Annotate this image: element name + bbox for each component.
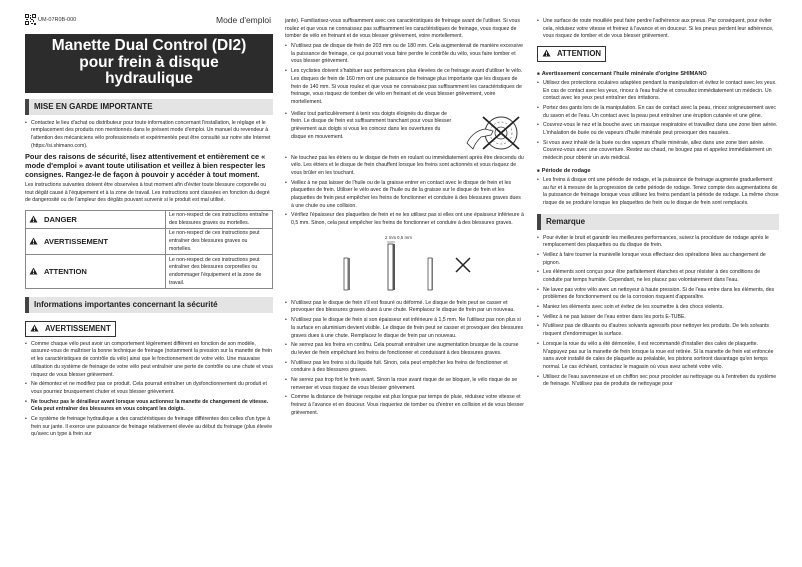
legend-label: AVERTISSEMENT <box>26 229 166 255</box>
list-item: • Les éléments sont conçus pour être parfaitement étanches et pour résister à des conditions de conduite par temps humide. Cependant, ne les placez pas volontairement dans l'eau. <box>537 269 779 284</box>
brake-pad-thickness-figure <box>330 232 480 294</box>
warning-icon <box>542 49 551 57</box>
list-item: • Comme chaque vélo peut avoir un comportement légèrement différent en fonction de son modèle, assurez-vous de maîtriser la bonne technique de freinage (notamment la pression sur la manette de frein et les caractéristiques de contrôle du vélo) ainsi que le fonctionnement de votre vélo. Une mauvaise utilisation du système de freinage de votre vélo peut entraîner une perte de contrôle ou une chute et vous risquez de vous blesser grièvement. <box>25 341 273 379</box>
warning-icon <box>29 267 38 275</box>
list-item: • Lorsque la roue du vélo a été démontée, il est recommandé d'installer des cales de plaquette. N'appuyez pas sur la manette de frein lorsque la roue est retirée. Si la manette de frein est enfoncée sans avoir installé de cales de plaquette au préalable, les pistons sortiront davantage qu'en temps normal. Le cas échéant, contactez le magasin où vous avez acheté votre vélo. <box>537 341 779 372</box>
list-item: • Veillez à faire tourner la manivelle lorsque vous effectuez des opérations liées au changement de pignon. <box>537 252 779 267</box>
section-note-heading: Remarque <box>537 214 779 230</box>
column-3 <box>537 0 779 567</box>
legend-desc: Le non-respect de ces instructions entraîne des blessures graves ou mortelles. <box>166 211 273 229</box>
break-in-subheading: ■ Période de rodage <box>537 167 779 175</box>
list-item: • N'utilisez pas de diluants ou d'autres solvants agressifs pour nettoyer les produits. De tels solvants risquent d'endommager la surface. <box>537 323 779 338</box>
paragraph: Les instructions suivantes doivent être observées à tout moment afin d'éviter toute blessure corporelle ou tout dégât causé à l'équipement et à la zone de travail. Les instructions sont classées en fonction du degré de dangerosité ou de l'ampleur des dégâts pouvant survenir si le produit est mal utilisé. <box>25 181 270 204</box>
document-code: UM-07R0B-000 <box>38 17 77 23</box>
list-item: • Les cyclistes doivent s'habituer aux performances plus élevées de ce freinage avant d'utiliser le vélo. Les disques de frein de 160 mm ont une puissance de freinage plus importante que les disques de frein de 140 mm. Si vous roulez et que vous ne connaissez pas suffisamment les caractéristiques de freinage, vous risquez de tomber de vélo en freinant et de vous blesser grièvement, voire mortellement. <box>285 68 525 106</box>
page-title <box>25 34 273 93</box>
list-item: • Portez des gants lors de la manipulation. En cas de contact avec la peau, rincez soigneusement avec du savon et de l'eau. Un contact avec la peau peut entraîner une éruption cutanée et une gêne. <box>537 105 779 120</box>
list-item: • Ce système de freinage hydraulique a des caractéristiques de freinage différentes des celles d'un type à frein sur jante. Il exerce une puissance de freinage relativement élevée au début du freinage (plus élevée qu'avec un type à frein sur <box>25 416 273 439</box>
list-item: • Maniez les éléments avec soin et évitez de les soumettre à des chocs violents. <box>537 304 779 312</box>
warning-icon <box>30 324 39 332</box>
warning-icon <box>29 215 38 223</box>
list-item: • Ne touchez pas le dérailleur avant lorsque vous actionnez la manette de changement de vitesse. Cela peut entraîner des blessures en vous coinçant les doigts. <box>25 399 273 414</box>
warning-heading: AVERTISSEMENT <box>25 321 116 337</box>
list-item: • Ne touchez pas les étriers ou le disque de frein en roulant ou immédiatement après être descendu du vélo. Les étriers et le disque de frein chauffent lorsque les freins sont actionnés et vous risquez de vous brûler en les touchant. <box>285 155 525 178</box>
list-item: • Vérifiez l'épaisseur des plaquettes de frein et ne les utilisez pas si elles ont une épaisseur inférieure à 0,5 mm. Sinon, cela peut empêcher les freins de fonctionner et conduire à des blessures graves. <box>285 212 525 227</box>
legend-label: ATTENTION <box>26 255 166 289</box>
paragraph: • Contactez le lieu d'achat ou distributeur pour toute information concernant l'installation, le réglage et le remplacement des produits non mentionnés dans le présent mode d'emploi. Un manuel du revendeur à l'attention des mécaniciens vélo professionnels et expérimentés peut être consulté sur notre site Internet (https://si.shimano.com). <box>25 120 273 151</box>
attention-heading: ATTENTION <box>537 46 606 62</box>
section-safety-heading: Informations importantes concernant la sécurité <box>25 297 273 313</box>
list-item: • Pour éviter le bruit et garantir les meilleures performances, suivez la procédure de rodage après le remplacement des plaquettes ou du disque de frein. <box>537 235 779 250</box>
table-row <box>26 229 273 255</box>
mode-label: Mode d'emploi <box>215 15 271 25</box>
list-item: • Veillez à ne pas laisser de l'eau entrer dans les ports E-TUBE. <box>537 314 779 322</box>
paragraph: jante). Familiarisez-vous suffisamment avec ces caractéristiques de freinage avant de l'utiliser. Si vous roulez et que vous ne connaissez pas suffisamment les caractéristiques de freinage, vous risquez de tomber de vélo en freinant et de vous blesser grièvement, voire mortellement. <box>285 18 521 40</box>
list-item: • Veillez tout particulièrement à tenir vos doigts éloignés du disque de frein. Le disque de frein est suffisamment tranchant pour vous blesser grièvement aux doigts si vous les coincez dans les ouvertures du disque en mouvement. <box>285 111 525 142</box>
header-row <box>25 14 273 30</box>
list-item: • N'utilisez pas les freins si du liquide fuit. Sinon, cela peut empêcher les freins de fonctionner et conduire à des blessures graves. <box>285 360 525 375</box>
list-item: • N'utilisez pas de disque de frein de 203 mm ou de 180 mm. Cela augmenterait de manière excessive la puissance de freinage, ce qui pourrait vous faire perdre le contrôle du vélo, vous faire tomber et vous blesser grièvement. <box>285 43 525 66</box>
column-1 <box>25 0 273 567</box>
table-row <box>26 255 273 289</box>
list-item: • Veillez à ne pas laisser de l'huile ou de la graisse entrer en contact avec le disque de frein et les plaquettes de frein. Utiliser le vélo avec de l'huile ou de la graisse sur le disque de frein et les plaquettes de frein peut empêcher les freins de fonctionner et conduire à des blessures graves dues à une chute ou une collision. <box>285 180 525 211</box>
legend-label: DANGER <box>26 211 166 229</box>
mineral-oil-subheading: ■ Avertissement concernant l'huile minérale d'origine SHIMANO <box>537 70 779 78</box>
hazard-legend-table <box>25 210 273 289</box>
list-item: • Les freins à disque ont une période de rodage, et la puissance de freinage augmente graduellement au fur et à mesure de la progression de cette période de rodage. Tenez compte des augmentations de la puissance de freinage lorsque vous utilisez les freins pendant la période de rodage. La même chose risque de se produire lorsque les plaquettes de frein ou le disque de frein sont remplacés. <box>537 177 779 208</box>
warning-icon <box>29 237 38 245</box>
list-item: • Utilisez de l'eau savonneuse et un chiffon sec pour procéder au nettoyage ou à l'entretien du système de freinage. N'utilisez pas de produits de nettoyage pour <box>537 374 779 389</box>
list-item: • Comme la distance de freinage requise est plus longue par temps de pluie, réduisez votre vitesse et freinez à l'avance et en douceur. Vous risqueriez de tomber ou d'entrer en collision et de vous blesser grièvement. <box>285 394 525 417</box>
safety-note: Pour des raisons de sécurité, lisez attentivement et entièrement ce « mode d'emploi » avant toute utilisation et veillez à bien respecter les consignes. Rangez-le de façon à pouvoir y accéder à tout moment. <box>25 152 266 180</box>
title-line: pour frein à disque <box>79 53 219 71</box>
list-item: • Ne démontez et ne modifiez pas ce produit. Cela pourrait entraîner un dysfonctionnement du produit et vous pourriez brusquement chuter et vous blesser grièvement. <box>25 381 273 396</box>
list-item: • Utilisez des protections oculaires adaptées pendant la manipulation et évitez le contact avec les yeux. En cas de contact avec les yeux, rincez à l'eau fraîche et consultez immédiatement un médecin. Un contact avec les yeux peut entraîner des irritations. <box>537 80 779 103</box>
list-item: • N'utilisez pas le disque de frein si son épaisseur est inférieure à 1,5 mm. Ne l'utilisez pas non plus si la surface en aluminium devient visible. Le disque de frein peut se casser et provoquer des blessures graves dues à une chute. Remplacez le disque de frein par un nouveau. <box>285 317 525 340</box>
pad-thickness-label: 2 mm <box>385 234 397 240</box>
section-important-heading: MISE EN GARDE IMPORTANTE <box>25 99 273 115</box>
legend-desc: Le non-respect de ces instructions peut entraîner des blessures corporelles ou endommager l'équipement et la zone de travail. <box>166 255 273 289</box>
title-line: Manette Dual Control (DI2) <box>51 37 247 54</box>
list-item: • Si vous avez inhalé de la buée ou des vapeurs d'huile minérale, allez dans une zone bien aérée. Couvrez-vous avec une couverture. Restez au chaud, ne bougez pas et appelez immédiatement un médecin pour obtenir un avis médical. <box>537 140 779 163</box>
pad-min-label: 0,5 mm <box>397 234 413 240</box>
table-row <box>26 211 273 229</box>
qr-code-icon[interactable] <box>25 14 36 25</box>
list-item: • Ne serrez pas les freins en continu. Cela pourrait entraîner une augmentation brusque de la course du levier de frein empêchant les freins de fonctionner et conduisant à des blessures graves. <box>285 342 525 357</box>
list-item: • Ne serrez pas trop fort le frein avant. Sinon la roue avant risque de se bloquer, le vélo risque de se renverser et vous risquez de vous blesser grièvement. <box>285 377 525 392</box>
list-item: • Couvrez-vous le nez et la bouche avec un masque respiratoire et travaillez dans une zone bien aérée. L'inhalation de buée ou de vapeurs d'huile minérale peut provoquer des nausées. <box>537 122 779 137</box>
list-item: • Une surface de route mouillée peut faire perdre l'adhérence aux pneus. Par conséquent, pour éviter cela, réduisez votre vitesse et freinez à l'avance et en douceur. Si les pneus perdent leur adhérence, vous risquez de tomber et de vous blesser grièvement. <box>537 18 779 41</box>
legend-desc: Le non-respect de ces instructions peut entraîner des blessures graves ou mortelles. <box>166 229 273 255</box>
column-2 <box>285 0 525 567</box>
list-item: • Ne lavez pas votre vélo avec un nettoyeur à haute pression. Si de l'eau entre dans les éléments, des problèmes de fonctionnement ou de la corrosion risquent d'apparaître. <box>537 287 779 302</box>
title-line: hydraulique <box>105 70 193 88</box>
list-item: • N'utilisez pas le disque de frein s'il est fissuré ou déformé. Le disque de frein peut se casser et provoquer des blessures graves dues à une chute. Remplacez le disque de frein par un nouveau. <box>285 300 525 315</box>
